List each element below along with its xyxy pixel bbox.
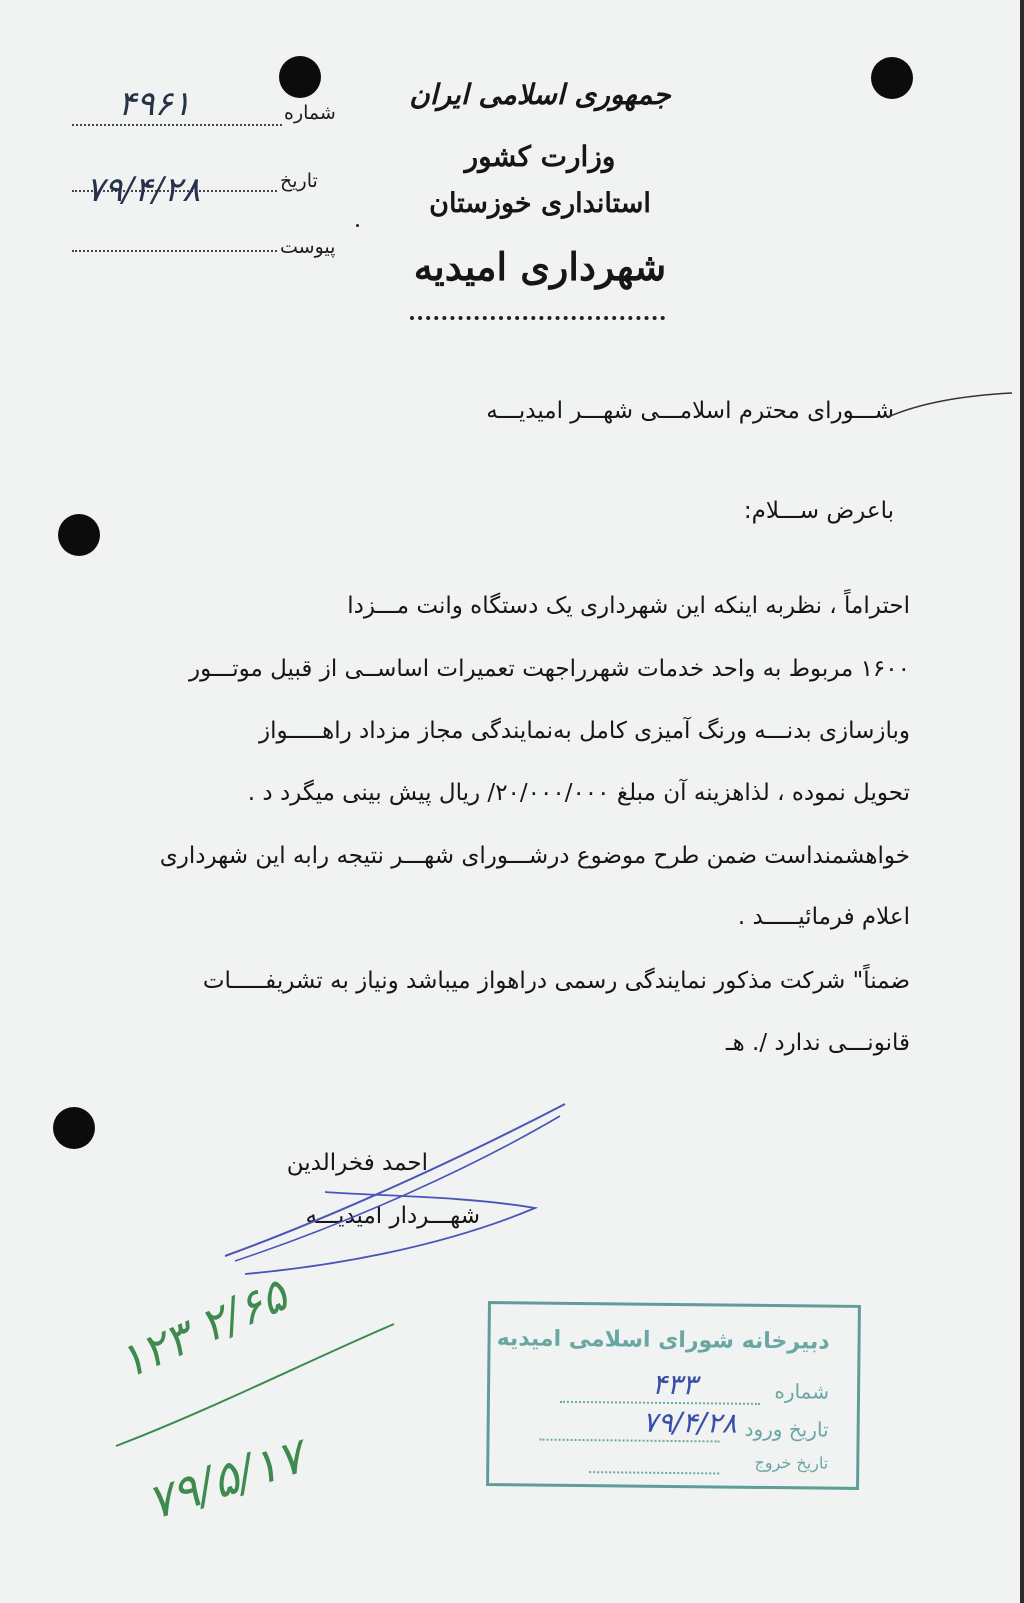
header-ministry: وزارت کشور xyxy=(464,140,616,173)
attachment-dotline xyxy=(72,250,277,252)
body-line-1: احتراماً ، نظربه اینکه این شهرداری یک دستگاه وانت مـــزدا xyxy=(347,593,910,619)
stamp-number-dotline xyxy=(560,1401,760,1405)
signature-scribble xyxy=(215,1096,575,1276)
number-label: شماره xyxy=(284,102,336,124)
number-dotline xyxy=(72,124,282,126)
body-line-2: ۱۶۰۰ مربوط به واحد خدمات شهرراجهت تعمیرات اساســی از قبیل موتـــور xyxy=(188,656,910,682)
stamp-exit-label: تاریخ خروج xyxy=(754,1452,829,1473)
attachment-label: پیوست xyxy=(280,236,336,258)
punch-hole-low-left xyxy=(53,1107,95,1149)
annotation-line-2: ۷۹/۵/۱۷ xyxy=(140,1428,311,1532)
greeting: باعرض ســـلام: xyxy=(743,498,894,524)
body-line-4: تحویل نموده ، لذاهزینه آن مبلغ ۲۰/۰۰۰/۰۰۰/ ریال پیش بینی میگرد د . xyxy=(247,780,910,806)
recipient-pen-stroke xyxy=(884,385,1014,425)
recipient-line: شـــورای محترم اسلامـــی شهـــر امیدیـــه xyxy=(486,398,894,424)
stamp-date-value: ۷۹/۴/۲۸ xyxy=(642,1405,737,1440)
body-line-7: ضمناً" شرکت مذکور نمایندگی رسمی دراهواز میباشد ونیاز به تشریفـــــات xyxy=(202,968,910,994)
signer-name: احمد فخرالدین xyxy=(286,1150,428,1176)
stamp-exit-dotline xyxy=(589,1471,719,1474)
ink-dot xyxy=(356,224,359,227)
punch-hole-mid-left xyxy=(58,514,100,556)
header-divider xyxy=(410,316,665,320)
signer-title: شهـــردار امیدیـــه xyxy=(305,1203,480,1229)
secretariat-stamp xyxy=(486,1301,861,1490)
body-line-8: قانونـــی ندارد /. هـ xyxy=(725,1030,910,1056)
number-value: ۴۹۶۱ xyxy=(118,84,192,124)
annotation-line-1: ۱۲۳ ۲/۶۵ xyxy=(110,1267,295,1390)
stamp-title: دبیرخانه شورای اسلامی امیدیه xyxy=(496,1326,830,1355)
stamp-number-label: شماره xyxy=(774,1379,830,1404)
header-republic: جمهوری اسلامی ایران xyxy=(409,78,671,111)
body-line-5: خواهشمنداست ضمن طرح موضوع درشـــورای شهـــر نتیجه رابه این شهرداری xyxy=(159,843,910,869)
body-line-6: اعلام فرمائیـــــد . xyxy=(737,904,910,930)
punch-hole-top-right xyxy=(871,57,913,99)
header-municipality: شهرداری امیدیه xyxy=(413,244,667,289)
date-label: تاریخ xyxy=(280,170,318,192)
date-value: ۷۹/۴/۲۸ xyxy=(86,170,201,210)
header-province: استانداری خوزستان xyxy=(429,188,651,219)
body-line-3: وبازسازی بدنـــه ورنگ آمیزی کامل به‌نمایندگی مجاز مزداد راهـــــواز xyxy=(259,718,910,744)
stamp-number-value: ۴۳۳ xyxy=(651,1367,698,1402)
punch-hole-top-left xyxy=(279,56,321,98)
stamp-date-label: تاریخ ورود xyxy=(744,1416,829,1442)
